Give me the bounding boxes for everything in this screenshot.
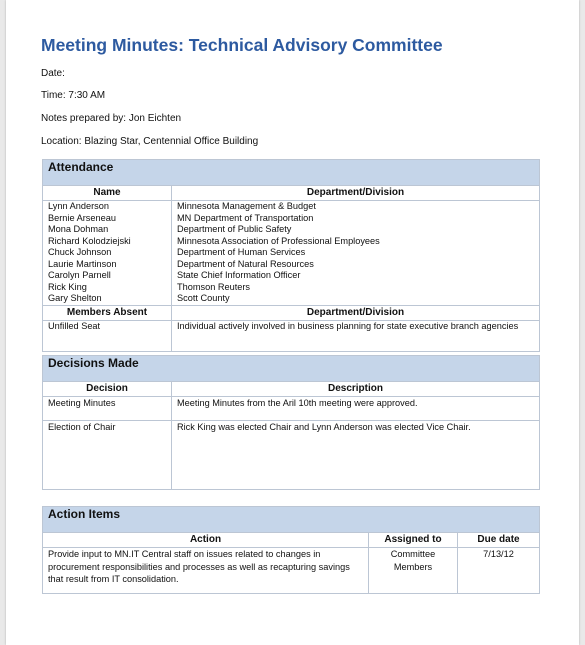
column-header-department: Department/Division	[172, 186, 540, 201]
meeting-time: Time: 7:30 AM	[41, 90, 106, 101]
column-header-decision: Decision	[43, 382, 172, 397]
decision-cell: Meeting Minutes	[43, 397, 172, 421]
attendee-department: Department of Public Safety	[177, 224, 292, 234]
column-header-department-absent: Department/Division	[172, 305, 540, 320]
column-header-name: Name	[43, 186, 172, 201]
attendee-department: Department of Natural Resources	[177, 258, 314, 269]
decisions-table	[42, 355, 540, 490]
column-header-members-absent: Members Absent	[43, 305, 172, 320]
absent-member-department: Individual actively involved in business planning for state executive branch agencies	[172, 320, 540, 351]
decision-cell: Election of Chair	[43, 421, 172, 490]
column-header-description: Description	[172, 382, 540, 397]
action-items-heading: Action Items	[43, 507, 540, 533]
description-cell: Meeting Minutes from the Aril 10th meeting were approved.	[172, 397, 540, 421]
attendee-name: Gary Shelton	[48, 293, 102, 303]
attendee-department: Thomson Reuters	[177, 281, 251, 292]
attendee-name: Richard Kolodziejski	[48, 235, 131, 246]
attendee-department: MN Department of Transportation	[177, 212, 314, 223]
action-cell: Provide input to MN.IT Central staff on issues related to changes in procurement responsibilities and processes as well as recapturing savings that result from IT consolidation.	[43, 548, 369, 594]
meeting-location: Location: Blazing Star, Centennial Office Building	[41, 136, 259, 147]
action-items-table	[42, 506, 540, 594]
description-cell: Rick King was elected Chair and Lynn Anderson was elected Vice Chair.	[172, 421, 540, 490]
attendee-name: Bernie Arseneau	[48, 212, 116, 223]
notes-prepared-by: Notes prepared by: Jon Eichten	[41, 113, 182, 124]
table-row	[43, 421, 540, 490]
attendee-department: Minnesota Management & Budget	[177, 201, 316, 211]
table-row	[43, 397, 540, 421]
document-page	[6, 0, 579, 645]
column-header-due-date: Due date	[458, 533, 540, 548]
attendee-name: Laurie Martinson	[48, 258, 117, 269]
attendance-heading: Attendance	[43, 160, 540, 186]
column-header-action: Action	[43, 533, 369, 548]
absent-member-name: Unfilled Seat	[43, 320, 172, 351]
column-header-assigned-to: Assigned to	[369, 533, 458, 548]
attendee-name: Lynn Anderson	[48, 201, 109, 211]
attendee-department: Scott County	[177, 293, 230, 303]
assigned-cell: Committee Members	[369, 548, 458, 594]
meeting-date: Date:	[41, 68, 65, 79]
attendee-department: State Chief Information Officer	[177, 270, 301, 280]
attendee-name: Rick King	[48, 281, 87, 292]
due-date-cell: 7/13/12	[458, 548, 540, 594]
attendance-table	[42, 159, 540, 352]
attendee-names	[43, 201, 172, 306]
attendee-department: Department of Human Services	[177, 247, 306, 257]
attendee-department: Minnesota Association of Professional Employees	[177, 235, 380, 246]
page-title: Meeting Minutes: Technical Advisory Committee	[41, 35, 443, 55]
decisions-heading: Decisions Made	[43, 356, 540, 382]
attendee-name: Mona Dohman	[48, 224, 109, 234]
table-row	[43, 548, 540, 594]
attendee-name: Chuck Johnson	[48, 247, 112, 257]
attendee-departments	[172, 201, 540, 306]
attendee-name: Carolyn Parnell	[48, 270, 111, 280]
